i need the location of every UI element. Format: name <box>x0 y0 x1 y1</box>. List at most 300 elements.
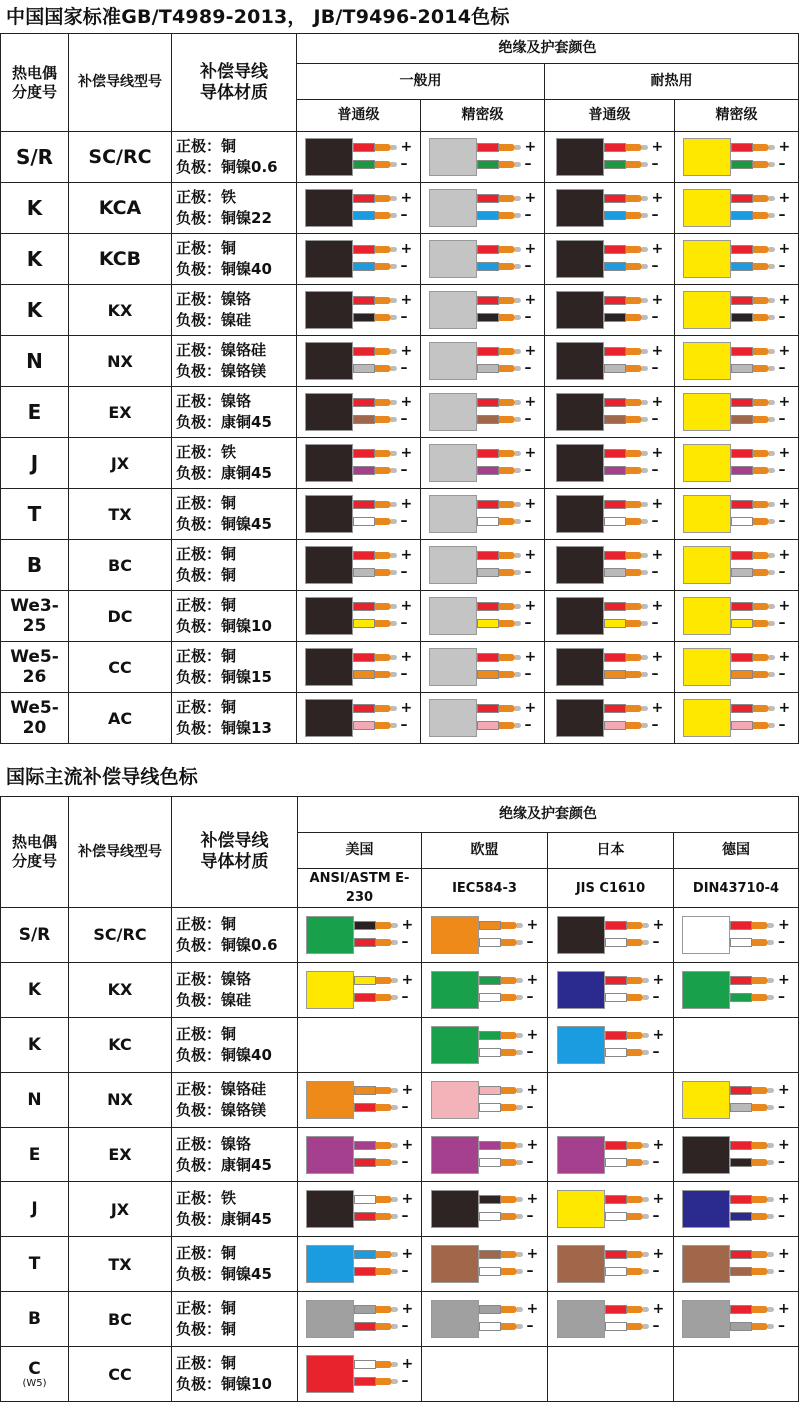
conductor-tip <box>501 977 517 984</box>
wire-color-icon <box>556 239 664 279</box>
negative-sign: – <box>526 1043 534 1060</box>
conductor-tip <box>501 1087 517 1094</box>
conductor-tip <box>626 212 642 219</box>
conductor-tip <box>753 263 769 270</box>
color-cell <box>297 693 421 744</box>
positive-sign: + <box>778 916 790 933</box>
negative-core-swatch <box>479 1322 501 1331</box>
negative-sign: – <box>524 717 532 733</box>
conductor-tip <box>375 263 391 270</box>
conductor-tip <box>499 450 515 457</box>
positive-core-swatch <box>353 500 375 509</box>
wire-color-icon <box>682 1299 790 1339</box>
negative-label: 负极： <box>176 719 222 737</box>
color-cell <box>674 1182 799 1237</box>
conductor-tip <box>626 399 642 406</box>
gradation-cell: K <box>1 962 69 1017</box>
negative-core-swatch <box>731 211 753 220</box>
negative-label: 负极： <box>176 1320 222 1339</box>
jacket-swatch <box>305 495 353 533</box>
positive-sign: + <box>524 394 537 410</box>
wire-color-icon <box>556 647 664 687</box>
wire-color-icon <box>305 494 413 534</box>
negative-material: 铜镍0.6 <box>221 158 278 176</box>
negative-label: 负极： <box>176 1100 222 1119</box>
wire-color-icon <box>431 1025 539 1065</box>
wire-color-icon <box>306 1080 414 1120</box>
jacket-swatch <box>556 495 604 533</box>
positive-core-swatch <box>479 976 501 985</box>
conductor-tip <box>627 994 643 1001</box>
negative-core-swatch <box>604 364 626 373</box>
wire-color-icon <box>683 341 791 381</box>
positive-core-swatch <box>730 976 752 985</box>
negative-core-swatch <box>353 619 375 628</box>
positive-core-swatch <box>477 245 499 254</box>
negative-sign: – <box>778 933 785 950</box>
gradation-cell: J <box>1 1182 69 1237</box>
conductor-tip <box>375 365 391 372</box>
conductor-tip <box>626 297 642 304</box>
conductor-tip <box>753 195 769 202</box>
jacket-swatch <box>683 648 731 686</box>
positive-sign: + <box>778 649 791 665</box>
conductor-tip <box>752 939 768 946</box>
negative-material: 铜镍13 <box>221 719 272 737</box>
conductor-tip <box>753 722 769 729</box>
positive-core-swatch <box>353 653 375 662</box>
negative-sign: – <box>526 1208 534 1225</box>
conductor-tip <box>626 467 642 474</box>
negative-label: 负极： <box>176 1265 222 1284</box>
conductor-tip <box>375 705 391 712</box>
negative-label: 负极： <box>176 935 222 954</box>
jacket-swatch <box>556 342 604 380</box>
negative-core-swatch <box>353 721 375 730</box>
wire-color-icon <box>557 1299 665 1339</box>
jacket-swatch <box>557 1026 605 1064</box>
positive-core-swatch <box>477 602 499 611</box>
positive-sign: + <box>778 700 791 716</box>
table-row <box>1 387 799 438</box>
positive-material: 镍铬 <box>221 969 252 988</box>
color-cell <box>674 1292 799 1347</box>
table-row <box>1 285 799 336</box>
positive-sign: + <box>651 649 664 665</box>
color-cell <box>674 1017 799 1072</box>
conductor-tip <box>627 1323 643 1330</box>
jacket-swatch <box>557 1190 605 1228</box>
wire-color-icon <box>306 1189 414 1229</box>
model-cell: KX <box>69 962 172 1017</box>
positive-sign: + <box>651 547 664 563</box>
jacket-swatch <box>431 1026 479 1064</box>
jacket-swatch <box>683 699 731 737</box>
negative-sign: – <box>400 411 408 427</box>
material-cell <box>172 962 298 1017</box>
material-cell <box>172 908 298 963</box>
wire-color-icon <box>429 290 537 330</box>
conductor-tip <box>499 671 515 678</box>
wire-color-icon <box>305 290 413 330</box>
material-cell <box>172 693 297 744</box>
positive-label: 正极： <box>176 443 222 461</box>
conductor-tip <box>626 195 642 202</box>
wire-color-icon <box>305 698 413 738</box>
negative-sign: – <box>400 156 408 172</box>
wire-color-icon <box>556 188 664 228</box>
material-cell <box>172 591 297 642</box>
positive-sign: + <box>524 343 537 359</box>
positive-core-swatch <box>354 1360 376 1369</box>
positive-core-swatch <box>605 1031 627 1040</box>
color-cell <box>422 1182 548 1237</box>
color-cell <box>548 1127 674 1182</box>
positive-core-swatch <box>353 143 375 152</box>
color-cell <box>545 693 675 744</box>
wire-color-icon <box>682 1080 790 1120</box>
positive-core-swatch <box>354 1086 376 1095</box>
negative-core-swatch <box>731 568 753 577</box>
color-cell <box>298 1127 422 1182</box>
conductor-tip <box>753 365 769 372</box>
wire-color-icon <box>431 1080 539 1120</box>
material-cell <box>172 1347 298 1402</box>
jacket-swatch <box>429 699 477 737</box>
gradation-cell: K <box>1 1017 69 1072</box>
negative-core-swatch <box>477 313 499 322</box>
positive-sign: + <box>400 445 413 461</box>
jacket-swatch <box>305 240 353 278</box>
conductor-tip <box>501 939 517 946</box>
negative-core-swatch <box>354 993 376 1002</box>
positive-label: 正极： <box>176 1244 222 1263</box>
positive-core-swatch <box>730 1250 752 1259</box>
color-cell <box>297 540 421 591</box>
negative-core-swatch <box>604 415 626 424</box>
negative-core-swatch <box>604 721 626 730</box>
conductor-tip <box>501 922 517 929</box>
conductor-tip <box>753 501 769 508</box>
jacket-swatch <box>429 495 477 533</box>
negative-label: 负极： <box>176 566 222 584</box>
positive-core-swatch <box>479 1250 501 1259</box>
china-standard-table <box>0 33 799 744</box>
positive-sign: + <box>401 916 414 933</box>
positive-material: 铜 <box>221 596 237 614</box>
color-cell <box>297 285 421 336</box>
negative-core-swatch <box>604 517 626 526</box>
conductor-tip <box>375 518 391 525</box>
positive-material: 铜 <box>221 1299 237 1318</box>
negative-core-swatch <box>477 160 499 169</box>
general-precise-header: 精密级 <box>421 100 545 132</box>
positive-core-swatch <box>730 1195 752 1204</box>
material-cell <box>172 540 297 591</box>
negative-sign: – <box>401 1263 409 1280</box>
negative-sign: – <box>400 207 408 223</box>
negative-core-swatch <box>477 211 499 220</box>
jacket-swatch <box>429 291 477 329</box>
wire-color-icon <box>429 137 537 177</box>
table-row <box>1 1182 799 1237</box>
positive-label: 正极： <box>176 647 222 665</box>
conductor-tip <box>499 314 515 321</box>
positive-core-swatch <box>731 143 753 152</box>
jacket-swatch <box>431 1300 479 1338</box>
table-row <box>1 642 799 693</box>
conductor-tip <box>627 1213 643 1220</box>
color-cell <box>297 234 421 285</box>
wire-color-icon <box>682 1244 790 1284</box>
table-row <box>1 1127 799 1182</box>
jacket-swatch <box>683 546 731 584</box>
negative-sign: – <box>524 411 532 427</box>
model-cell: KCA <box>69 183 172 234</box>
conductor-tip <box>752 1104 768 1111</box>
negative-core-swatch <box>731 466 753 475</box>
conductor-tip <box>375 348 391 355</box>
conductor-tip <box>753 297 769 304</box>
conductor-tip <box>375 399 391 406</box>
color-cell <box>421 489 545 540</box>
conductor-tip <box>376 1306 392 1313</box>
negative-core-swatch <box>730 938 752 947</box>
color-cell <box>297 591 421 642</box>
conductor-tip <box>753 161 769 168</box>
table-row <box>1 1017 799 1072</box>
positive-core-swatch <box>477 296 499 305</box>
positive-material: 镍铬 <box>221 290 252 308</box>
conductor-tip <box>626 263 642 270</box>
negative-sign: – <box>778 462 786 478</box>
negative-sign: – <box>524 666 532 682</box>
jacket-swatch <box>306 1136 354 1174</box>
table-row <box>1 234 799 285</box>
model-cell: KX <box>69 285 172 336</box>
negative-core-swatch <box>354 1377 376 1386</box>
negative-material: 铜镍10 <box>221 617 272 635</box>
gradation-cell: E <box>1 387 69 438</box>
negative-core-swatch <box>353 211 375 220</box>
conductor-tip <box>376 1142 392 1149</box>
jacket-swatch <box>682 916 730 954</box>
positive-label: 正极： <box>176 1079 222 1098</box>
model-cell: KC <box>69 1017 172 1072</box>
negative-sign: – <box>400 666 408 682</box>
negative-label: 负极： <box>176 990 222 1009</box>
negative-sign: – <box>778 1263 785 1280</box>
positive-core-swatch <box>354 1141 376 1150</box>
jacket-swatch <box>306 1245 354 1283</box>
positive-core-swatch <box>604 398 626 407</box>
conductor-tip <box>375 603 391 610</box>
positive-material: 铜 <box>221 494 237 512</box>
positive-core-swatch <box>604 347 626 356</box>
jacket-swatch <box>305 444 353 482</box>
conductor-tip <box>375 552 391 559</box>
positive-sign: + <box>400 700 413 716</box>
jacket-swatch <box>683 342 731 380</box>
negative-sign: – <box>400 615 408 631</box>
heat-precise-header: 精密级 <box>675 100 799 132</box>
positive-core-swatch <box>477 143 499 152</box>
jacket-swatch <box>683 291 731 329</box>
wire-color-icon <box>683 545 791 585</box>
table1-title: 中国国家标准GB/T4989-2013， JB/T9496-2014色标 <box>6 6 510 28</box>
negative-sign: – <box>651 666 659 682</box>
negative-label: 负极： <box>176 668 222 686</box>
conductor-tip <box>753 246 769 253</box>
negative-core-swatch <box>353 568 375 577</box>
wire-color-icon <box>306 915 414 955</box>
negative-sign: – <box>651 360 659 376</box>
wire-color-icon <box>305 188 413 228</box>
positive-sign: + <box>526 1026 539 1043</box>
wire-color-icon <box>556 494 664 534</box>
positive-core-swatch <box>731 347 753 356</box>
positive-core-swatch <box>605 976 627 985</box>
negative-material: 康铜45 <box>221 1155 272 1174</box>
jacket-swatch <box>556 597 604 635</box>
wire-color-icon <box>431 970 539 1010</box>
gradation-cell: K <box>1 183 69 234</box>
jacket-swatch <box>682 971 730 1009</box>
conductor-tip <box>499 705 515 712</box>
positive-sign: + <box>524 496 537 512</box>
gradation-subnote: (W5) <box>22 1378 47 1390</box>
positive-sign: + <box>778 971 790 988</box>
heat-resistant-header: 耐热用 <box>545 64 799 100</box>
negative-core-swatch <box>477 721 499 730</box>
color-cell <box>421 642 545 693</box>
negative-core-swatch <box>731 262 753 271</box>
negative-sign: – <box>651 411 659 427</box>
color-cell <box>297 642 421 693</box>
positive-core-swatch <box>477 551 499 560</box>
material-cell <box>172 285 297 336</box>
gradation-cell: We5-26 <box>1 642 69 693</box>
jacket-swatch <box>682 1190 730 1228</box>
wire-color-icon <box>683 137 791 177</box>
positive-sign: + <box>778 343 791 359</box>
negative-sign: – <box>524 207 532 223</box>
positive-core-swatch <box>730 921 752 930</box>
positive-sign: + <box>778 547 791 563</box>
negative-sign: – <box>401 1098 409 1115</box>
wire-color-icon <box>305 239 413 279</box>
wire-color-icon <box>557 915 665 955</box>
positive-sign: + <box>401 1191 414 1208</box>
wire-color-icon <box>683 188 791 228</box>
material-cell <box>172 1292 298 1347</box>
negative-sign: – <box>524 513 532 529</box>
conductor-tip <box>626 348 642 355</box>
negative-sign: – <box>401 1373 409 1390</box>
negative-sign: – <box>778 717 786 733</box>
color-cell <box>298 908 422 963</box>
conductor-tip <box>752 977 768 984</box>
conductor-tip <box>627 1049 643 1056</box>
positive-core-swatch <box>604 449 626 458</box>
conductor-tip <box>375 467 391 474</box>
wire-color-icon <box>305 341 413 381</box>
wire-color-icon <box>556 392 664 432</box>
jacket-swatch <box>305 138 353 176</box>
positive-sign: + <box>524 649 537 665</box>
positive-core-swatch <box>731 296 753 305</box>
positive-core-swatch <box>479 1031 501 1040</box>
positive-sign: + <box>526 1301 539 1318</box>
positive-core-swatch <box>477 194 499 203</box>
positive-sign: + <box>524 139 537 155</box>
conductor-tip <box>626 365 642 372</box>
material-cell <box>172 1182 298 1237</box>
conductor-tip <box>375 722 391 729</box>
table-row <box>1 962 799 1017</box>
jacket-swatch <box>683 189 731 227</box>
positive-label: 正极： <box>176 188 222 206</box>
positive-core-swatch <box>604 551 626 560</box>
wire-color-icon <box>683 239 791 279</box>
positive-core-swatch <box>479 921 501 930</box>
positive-sign: + <box>524 547 537 563</box>
wire-color-icon <box>556 698 664 738</box>
color-cell <box>545 285 675 336</box>
negative-core-swatch <box>479 1212 501 1221</box>
negative-core-swatch <box>477 517 499 526</box>
conductor-tip <box>752 1159 768 1166</box>
positive-core-swatch <box>353 347 375 356</box>
conductor-tip <box>499 467 515 474</box>
positive-material: 镍铬 <box>221 1134 252 1153</box>
negative-core-swatch <box>479 1158 501 1167</box>
negative-core-swatch <box>730 1103 752 1112</box>
positive-sign: + <box>652 971 665 988</box>
color-cell <box>548 1072 674 1127</box>
positive-sign: + <box>652 1026 665 1043</box>
table-row <box>1 693 799 744</box>
color-cell <box>297 336 421 387</box>
negative-sign: – <box>400 462 408 478</box>
negative-sign: – <box>526 1098 534 1115</box>
conductor-tip <box>499 552 515 559</box>
conductor-tip <box>626 246 642 253</box>
negative-material: 铜镍10 <box>221 1375 272 1394</box>
negative-sign: – <box>524 309 532 325</box>
negative-sign: – <box>651 462 659 478</box>
jacket-swatch <box>305 597 353 635</box>
wire-color-icon <box>306 970 414 1010</box>
wire-color-icon <box>556 341 664 381</box>
negative-sign: – <box>526 933 534 950</box>
negative-sign: – <box>651 258 659 274</box>
positive-core-swatch <box>730 1305 752 1314</box>
negative-material: 铜镍45 <box>221 515 272 533</box>
country-header: 美国 <box>298 833 422 869</box>
conductor-tip <box>752 1087 768 1094</box>
conductor-tip <box>499 501 515 508</box>
negative-sign: – <box>524 360 532 376</box>
positive-sign: + <box>401 1081 414 1098</box>
negative-core-swatch <box>731 313 753 322</box>
conductor-tip <box>626 450 642 457</box>
positive-sign: + <box>651 598 664 614</box>
negative-label: 负极： <box>176 158 222 176</box>
model-cell: TX <box>69 489 172 540</box>
jacket-swatch <box>429 342 477 380</box>
conductor-tip <box>376 1268 392 1275</box>
